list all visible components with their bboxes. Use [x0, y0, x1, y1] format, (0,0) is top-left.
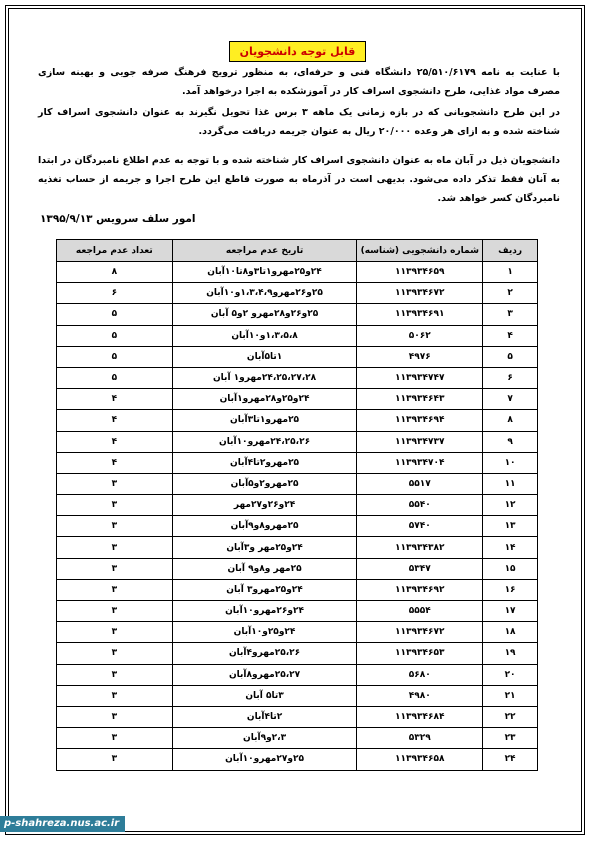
- table-row: [57, 367, 538, 388]
- cell-absence-count: ۳: [57, 664, 173, 685]
- cell-row-number: ۱۹: [483, 643, 538, 664]
- cell-absence-dates: ۲۴و۲۵و۱۰آبان: [172, 622, 357, 643]
- notice-title: قابل توجه دانشجویان: [229, 41, 367, 62]
- cell-absence-count: ۶: [57, 283, 173, 304]
- table-row: [57, 622, 538, 643]
- cell-row-number: ۴: [483, 325, 538, 346]
- cell-student-id: ۴۹۷۶: [357, 346, 483, 367]
- cell-absence-count: ۴: [57, 431, 173, 452]
- table-row: [57, 685, 538, 706]
- table-row: [57, 431, 538, 452]
- paragraph-notice: دانشجویان ذیل در آبان ماه به عنوان دانشجوی اسراف کار شناخته شده و با توجه به عدم اطلاع نامبردگان در ابتدا به آنان فقط تذکر داده می‌شود. بدیهی است در آذرماه به صورت قاطع این طرح اجرا و جریمه از حساب تغذیه نامبردگان کسر خواهد شد.: [38, 155, 560, 204]
- cell-row-number: ۲۴: [483, 749, 538, 770]
- cell-row-number: ۶: [483, 367, 538, 388]
- cell-absence-count: ۳: [57, 706, 173, 727]
- table-row: [57, 304, 538, 325]
- cell-absence-count: ۵: [57, 367, 173, 388]
- cell-row-number: ۲: [483, 283, 538, 304]
- cell-absence-count: ۳: [57, 473, 173, 494]
- cell-absence-count: ۳: [57, 685, 173, 706]
- header-row-number: ردیف: [483, 240, 538, 262]
- table-row: [57, 749, 538, 770]
- cell-student-id: ۱۱۳۹۳۴۶۵۳: [357, 643, 483, 664]
- cell-absence-dates: ۲۵و۲۶و۲۸مهرو ۲و۵ آبان: [172, 304, 357, 325]
- cell-absence-dates: ۲۵مهرو۱تا۳آبان: [172, 410, 357, 431]
- cell-student-id: ۵۳۲۹: [357, 728, 483, 749]
- table-row: [57, 495, 538, 516]
- cell-absence-count: ۸: [57, 262, 173, 283]
- cell-absence-dates: ۲۵و۲۶مهرو۱،۳،۴،۹و۱۰آبان: [172, 283, 357, 304]
- cell-absence-count: ۳: [57, 749, 173, 770]
- table-row: [57, 262, 538, 283]
- cell-absence-count: ۵: [57, 304, 173, 325]
- cell-row-number: ۱۴: [483, 537, 538, 558]
- signature-line: امور سلف سرویس ۱۳۹۵/۹/۱۳: [40, 213, 196, 225]
- table-row: [57, 579, 538, 600]
- cell-absence-count: ۳: [57, 558, 173, 579]
- table-row: [57, 283, 538, 304]
- cell-row-number: ۳: [483, 304, 538, 325]
- cell-student-id: ۱۱۳۹۳۴۷۳۷: [357, 431, 483, 452]
- cell-absence-dates: ۲۵و۲۷مهرو۱۰آبان: [172, 749, 357, 770]
- cell-student-id: ۱۱۳۹۳۴۷۴۷: [357, 367, 483, 388]
- cell-absence-count: ۳: [57, 516, 173, 537]
- cell-student-id: ۵۷۴۰: [357, 516, 483, 537]
- header-absence-count: تعداد عدم مراجعه: [57, 240, 173, 262]
- table-row: [57, 473, 538, 494]
- cell-student-id: ۵۵۱۷: [357, 473, 483, 494]
- header-student-id: شماره دانشجویی (شناسه): [357, 240, 483, 262]
- cell-absence-dates: ۲۴،۲۵،۲۷،۲۸مهرو۱ آبان: [172, 367, 357, 388]
- cell-row-number: ۱۳: [483, 516, 538, 537]
- cell-row-number: ۷: [483, 389, 538, 410]
- cell-student-id: ۱۱۳۹۳۴۶۸۴: [357, 706, 483, 727]
- table-header-row: [57, 240, 538, 262]
- paragraph-rule: در این طرح دانشجویانی که در بازه زمانی یک ماهه ۳ برس غذا تحویل نگیرند به عنوان دانشجوی اسراف کار شناخته شده و به ازای هر وعده ۲۰/۰۰۰ ریال به عنوان جریمه دریافت می‌گردد.: [38, 107, 560, 137]
- cell-student-id: ۵۶۸۰: [357, 664, 483, 685]
- cell-absence-dates: ۲۴و۲۶و۲۷مهر: [172, 495, 357, 516]
- table-row: [57, 728, 538, 749]
- table-row: [57, 325, 538, 346]
- table-row: [57, 706, 538, 727]
- table-row: [57, 601, 538, 622]
- cell-student-id: ۵۵۵۴: [357, 601, 483, 622]
- cell-absence-count: ۳: [57, 643, 173, 664]
- cell-row-number: ۱۸: [483, 622, 538, 643]
- table-row: [57, 516, 538, 537]
- cell-absence-dates: ۲۵مهرو۲تا۴آبان: [172, 452, 357, 473]
- cell-absence-count: ۳: [57, 601, 173, 622]
- cell-absence-count: ۴: [57, 452, 173, 473]
- table-row: [57, 664, 538, 685]
- cell-absence-count: ۳: [57, 622, 173, 643]
- cell-absence-dates: ۲۵،۲۶مهرو۴آبان: [172, 643, 357, 664]
- cell-absence-dates: ۲۴،۲۵،۲۶مهرو۱۰آبان: [172, 431, 357, 452]
- table-row: [57, 410, 538, 431]
- cell-absence-count: ۳: [57, 495, 173, 516]
- cell-absence-dates: ۲۴و۲۵مهرو۱تا۳و۸تا۱۰آبان: [172, 262, 357, 283]
- cell-absence-count: ۴: [57, 410, 173, 431]
- cell-student-id: ۱۱۳۹۳۴۶۹۴: [357, 410, 483, 431]
- cell-student-id: ۱۱۳۹۳۴۶۷۲: [357, 622, 483, 643]
- cell-row-number: ۲۰: [483, 664, 538, 685]
- cell-absence-dates: ۱تا۵آبان: [172, 346, 357, 367]
- cell-absence-count: ۳: [57, 728, 173, 749]
- cell-absence-dates: ۲۴و۲۵مهرو۳ آبان: [172, 579, 357, 600]
- cell-absence-dates: ۲۴و۲۵و۲۸مهرو۱آبان: [172, 389, 357, 410]
- cell-student-id: ۴۹۸۰: [357, 685, 483, 706]
- cell-absence-dates: ۲تا۴آبان: [172, 706, 357, 727]
- cell-absence-dates: ۲۴و۲۵مهر و۳آبان: [172, 537, 357, 558]
- cell-absence-count: ۳: [57, 537, 173, 558]
- cell-absence-dates: ۱،۳،۵،۸و۱۰آبان: [172, 325, 357, 346]
- header-absence-dates: تاریخ عدم مراجعه: [172, 240, 357, 262]
- footer-url[interactable]: p-shahreza.nus.ac.ir: [0, 816, 125, 832]
- cell-absence-count: ۵: [57, 325, 173, 346]
- cell-row-number: ۲۳: [483, 728, 538, 749]
- cell-row-number: ۱۵: [483, 558, 538, 579]
- table-row: [57, 452, 538, 473]
- cell-student-id: ۱۱۳۹۳۴۳۸۲: [357, 537, 483, 558]
- paragraph-intro: با عنایت به نامه ۲۵/۵۱۰/۶۱۷۹ دانشگاه فنی و حرفه‌ای، به منظور ترویج فرهنگ صرفه جویی و بهینه سازی مصرف مواد غذایی، طرح دانشجوی اسراف کار در آموزشکده به اجرا درخواهد آمد.: [38, 67, 560, 97]
- cell-student-id: ۱۱۳۹۳۴۶۹۱: [357, 304, 483, 325]
- cell-absence-dates: ۲۵مهرو۲و۵آبان: [172, 473, 357, 494]
- table-row: [57, 537, 538, 558]
- cell-student-id: ۵۰۶۲: [357, 325, 483, 346]
- cell-student-id: ۱۱۳۹۳۴۶۷۲: [357, 283, 483, 304]
- table-row: [57, 558, 538, 579]
- cell-absence-dates: ۲۵مهرو۸و۹آبان: [172, 516, 357, 537]
- cell-absence-count: ۴: [57, 389, 173, 410]
- cell-student-id: ۱۱۳۹۳۴۶۴۳: [357, 389, 483, 410]
- cell-student-id: ۱۱۳۹۳۴۶۵۹: [357, 262, 483, 283]
- table-row: [57, 346, 538, 367]
- cell-row-number: ۲۱: [483, 685, 538, 706]
- cell-student-id: ۱۱۳۹۳۴۷۰۴: [357, 452, 483, 473]
- cell-row-number: ۵: [483, 346, 538, 367]
- cell-row-number: ۲۲: [483, 706, 538, 727]
- cell-student-id: ۵۳۴۷: [357, 558, 483, 579]
- cell-row-number: ۱۲: [483, 495, 538, 516]
- cell-row-number: ۱۶: [483, 579, 538, 600]
- cell-student-id: ۱۱۳۹۳۴۶۵۸: [357, 749, 483, 770]
- table-row: [57, 643, 538, 664]
- cell-absence-count: ۵: [57, 346, 173, 367]
- cell-row-number: ۸: [483, 410, 538, 431]
- cell-student-id: ۱۱۳۹۳۴۶۹۲: [357, 579, 483, 600]
- absence-table: [56, 239, 538, 771]
- cell-row-number: ۱۰: [483, 452, 538, 473]
- cell-absence-dates: ۲،۳و۹آبان: [172, 728, 357, 749]
- cell-student-id: ۵۵۴۰: [357, 495, 483, 516]
- cell-absence-dates: ۲۵مهر و۸و۹ آبان: [172, 558, 357, 579]
- table-row: [57, 389, 538, 410]
- cell-row-number: ۱۱: [483, 473, 538, 494]
- cell-row-number: ۱: [483, 262, 538, 283]
- cell-absence-dates: ۳تا۵ آبان: [172, 685, 357, 706]
- cell-absence-dates: ۲۴و۲۶مهرو۱۰آبان: [172, 601, 357, 622]
- cell-row-number: ۹: [483, 431, 538, 452]
- cell-row-number: ۱۷: [483, 601, 538, 622]
- cell-absence-dates: ۲۵،۲۷مهرو۸آبان: [172, 664, 357, 685]
- cell-absence-count: ۳: [57, 579, 173, 600]
